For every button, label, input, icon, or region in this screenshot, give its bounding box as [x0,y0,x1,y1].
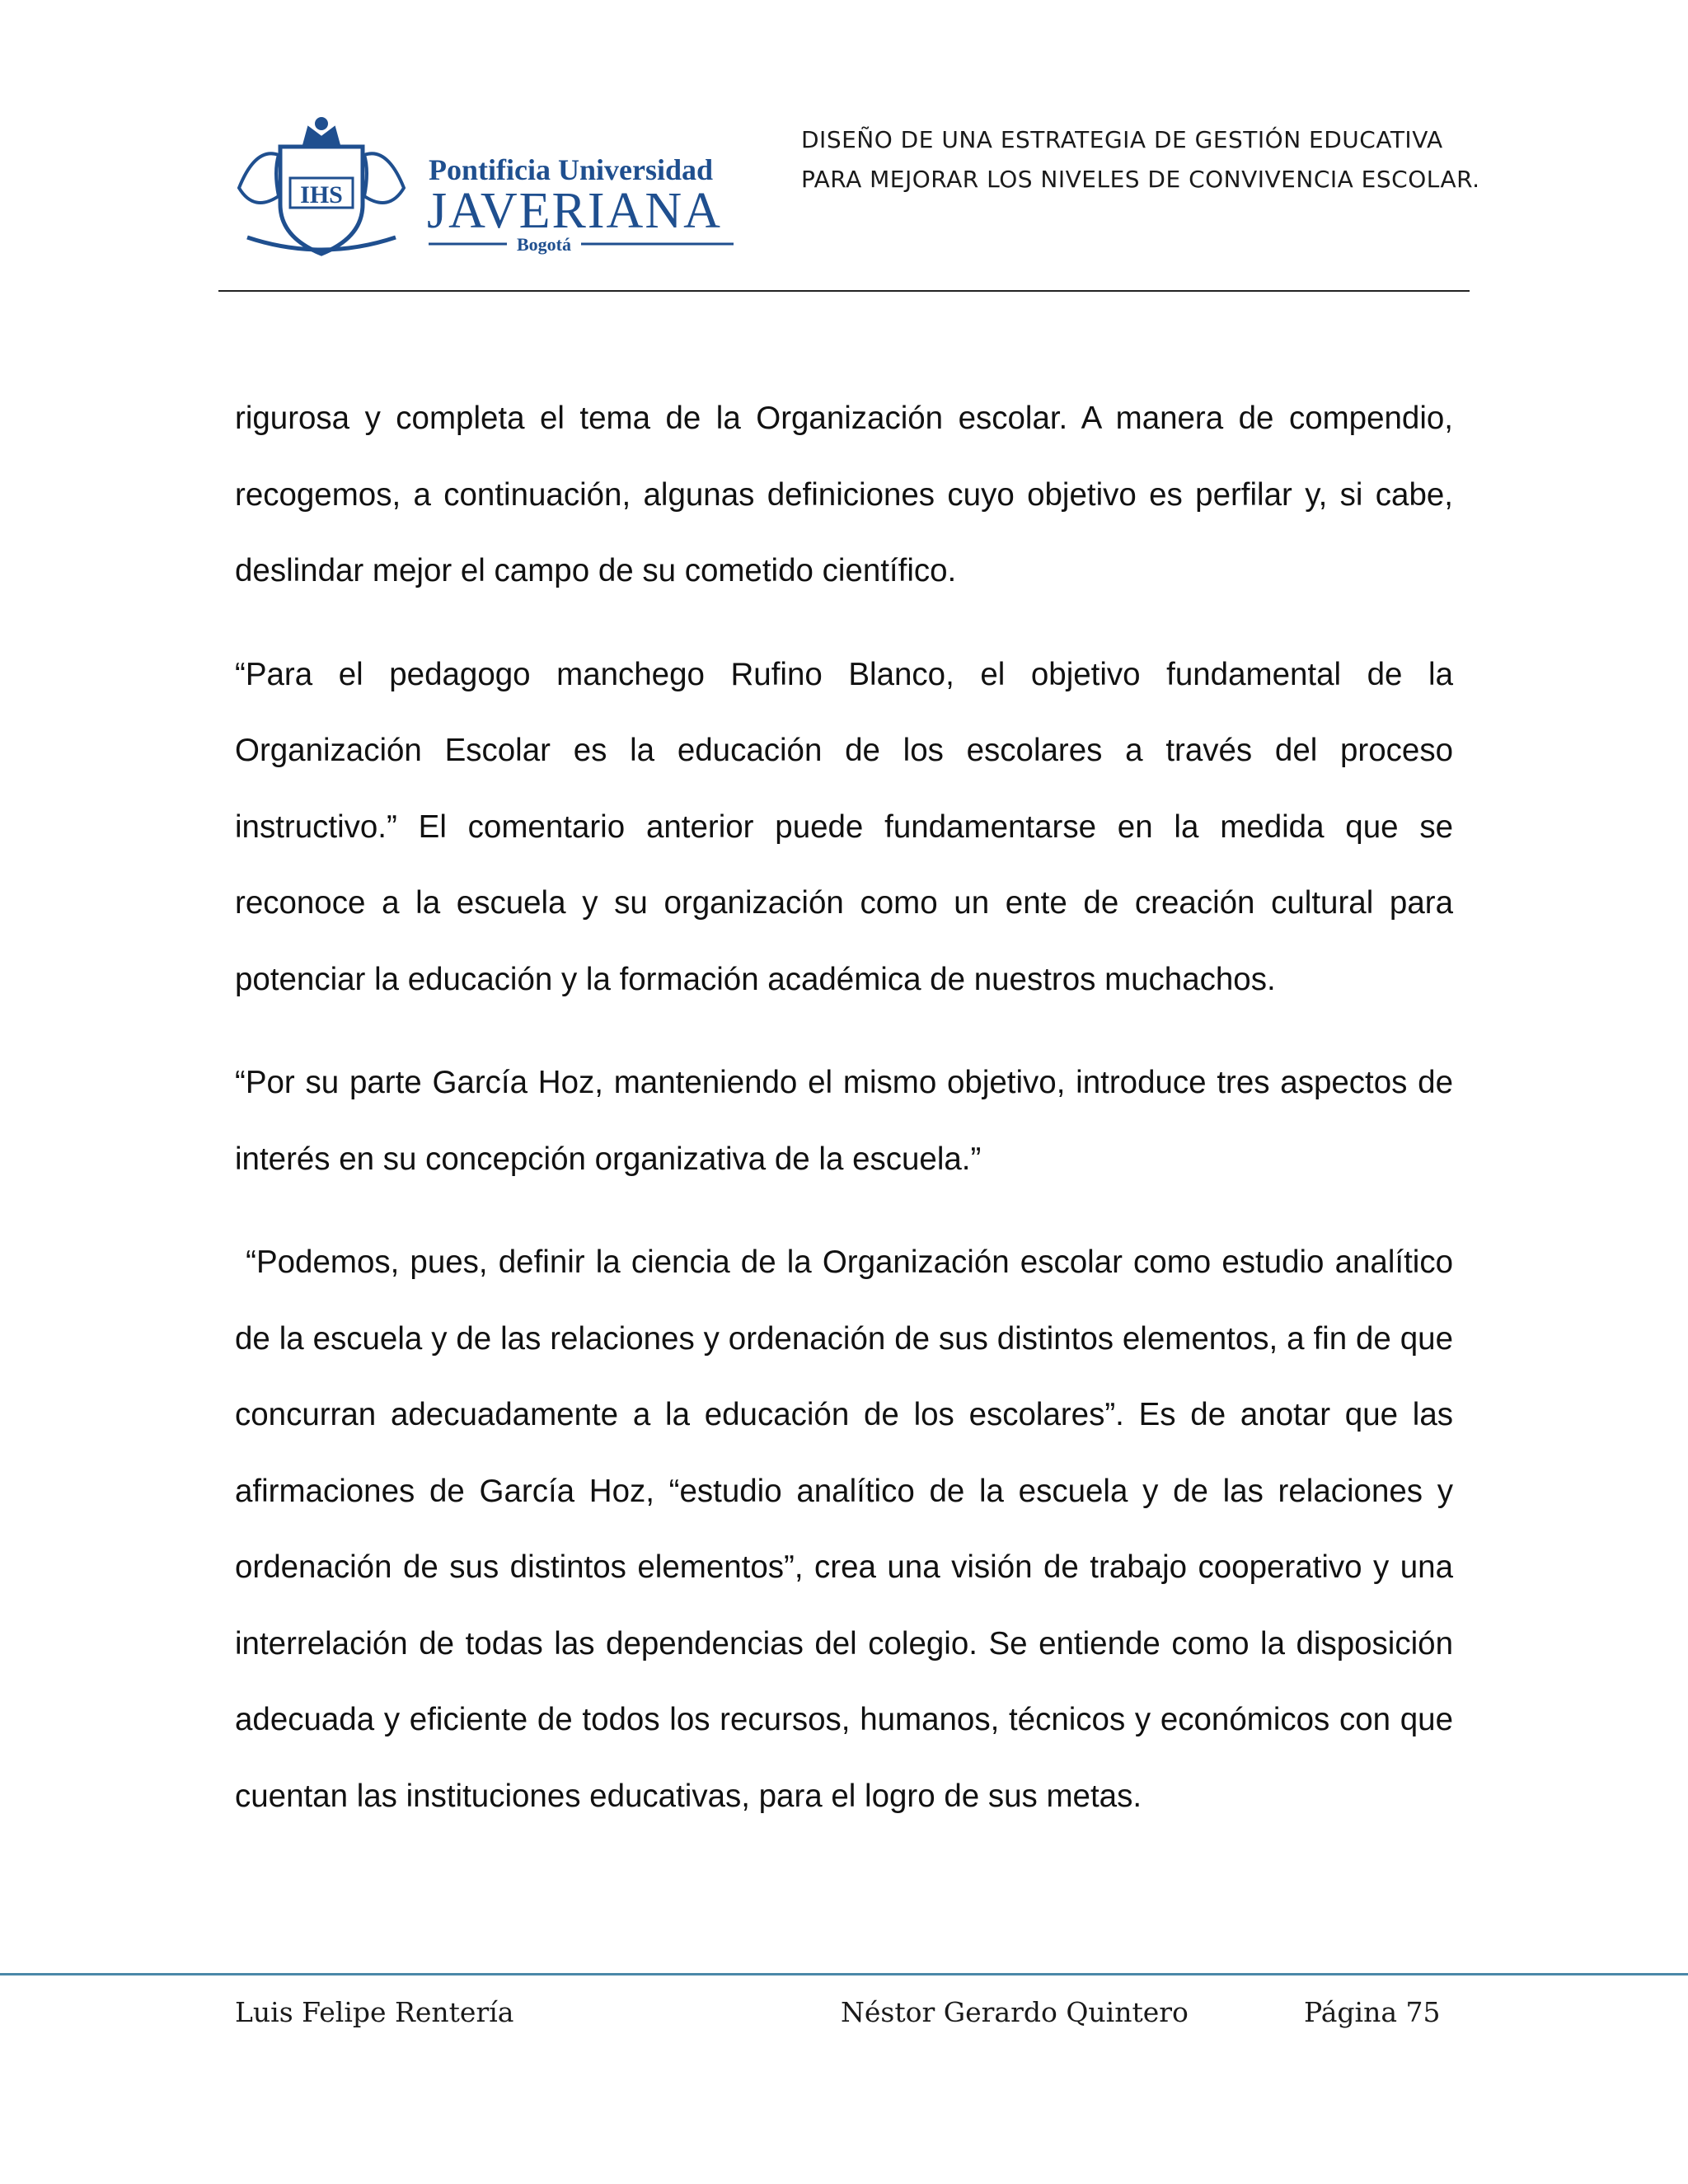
page-number: Página 75 [1304,1996,1441,2028]
footer-divider [0,1973,1688,1975]
document-header-title [801,120,1543,199]
document-body [235,381,1462,1862]
logo-line-1: Pontificia Universidad [429,153,714,186]
body-paragraph: rigurosa y completa el tema de la Organización escolar. A manera de compendio, recogemos, a continuación, algunas definiciones cuyo objetivo es perfilar y, si cabe, deslindar mejor el campo de su cometido científico. [235,401,1453,588]
body-paragraph: “Para el pedagogo manchego Rufino Blanco, el objetivo fundamental de la Organización Escolar es la educación de los escolares a través del proceso instructivo.” El comentario anterior puede fundamentarse en la medida que se reconoce a la escuela y su organización como un ente de creación cultural para potenciar la educación y la formación académica de nuestros muchachos. [235,656,1453,997]
logo-line-3: Bogotá [517,234,571,255]
body-paragraph: “Por su parte García Hoz, manteniendo el mismo objetivo, introduce tres aspectos de interés en su concepción organizativa de la escuela.” [235,1065,1453,1177]
header-divider [218,290,1470,292]
footer-author-1: Luis Felipe Rentería [235,1996,514,2028]
body-paragraph: “Podemos, pues, definir la ciencia de la Organización escolar como estudio analítico de la escuela y de las relaciones y ordenación de sus distintos elementos, a fin de que concurran adecuadamente a la educación de los escolares”. Es de anotar que las afirmaciones de García Hoz, “estudio analítico de la escuela y de las relaciones y ordenación de sus distintos elementos”, crea una visión de trabajo cooperativo y una interrelación de todas las dependencias del colegio. Se entiende como la disposición adecuada y eficiente de todos los recursos, humanos, técnicos y económicos con que cuentan las instituciones educativas, para el logro de sus metas. [235,1244,1462,1814]
header-title-line-2: PARA MEJORAR LOS NIVELES DE CONVIVENCIA ESCOLAR. [801,166,1480,193]
logo-line-2: JAVERIANA [427,183,722,239]
university-logo [231,114,742,262]
header-title-line-1: DISEÑO DE UNA ESTRATEGIA DE GESTIÓN EDUCATIVA [801,126,1443,153]
footer-author-2: Néstor Gerardo Quintero [841,1996,1189,2028]
logo-emblem-text: IHS [300,181,343,209]
